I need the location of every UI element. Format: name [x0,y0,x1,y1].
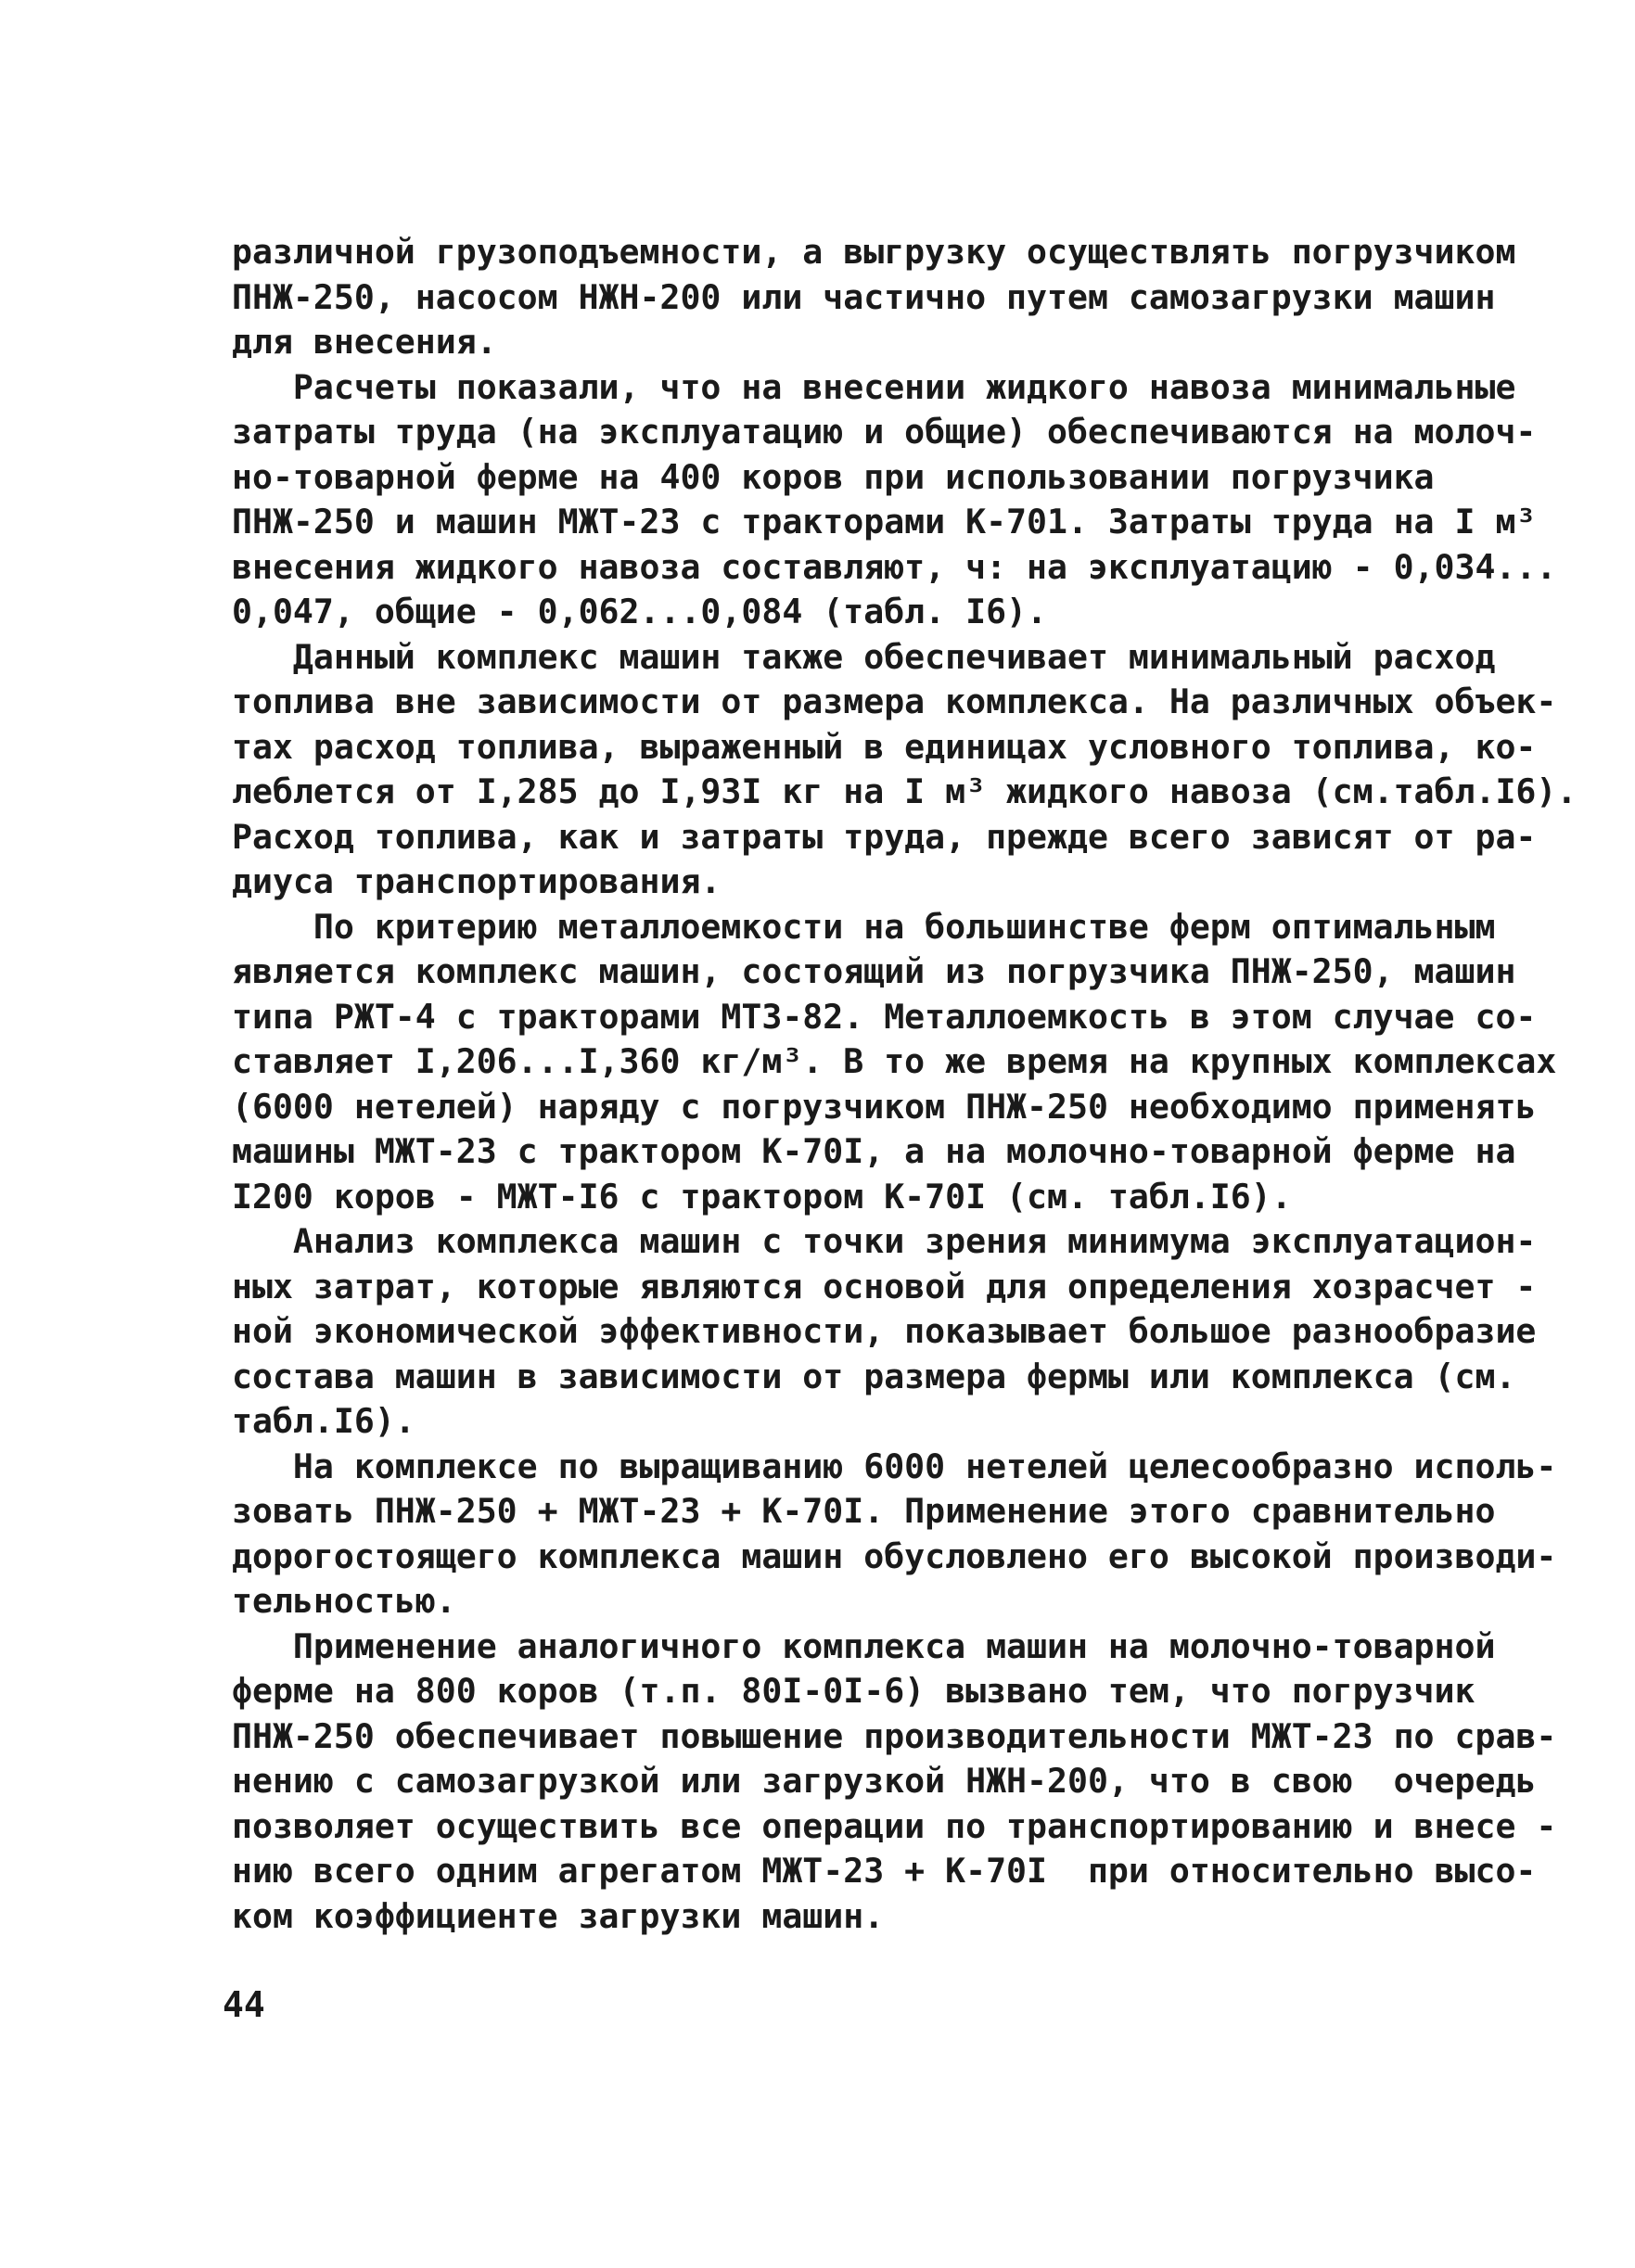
text-line: ПНЖ-250 обеспечивает повышение производительности МЖТ-23 по срав- [232,1715,1557,1756]
text-line: топлива вне зависимости от размера комплекса. На различных объек- [232,682,1557,721]
text-line: ПНЖ-250, насосом НЖН-200 или частично путем самозагрузки машин [232,276,1496,317]
text-line: но-товарной ферме на 400 коров при использовании погрузчика [232,456,1435,497]
text-line: дорогостоящего комплекса машин обусловлено его высокой производи- [232,1535,1557,1576]
text-line: ставляет I,206...I,360 кг/м³. В то же время на крупных комплексах [232,1041,1557,1081]
text-line: Расчеты показали, что на внесении жидкого навоза минимальные [232,366,1516,407]
text-line: Данный комплекс машин также обеспечивает минимальный расход [232,636,1496,677]
text-line: затраты труда (на эксплуатацию и общие) обеспечиваются на молоч- [232,412,1537,452]
text-line: внесения жидкого навоза составляют, ч: на эксплуатацию - 0,034... [232,546,1557,587]
text-line: Расход топлива, как и затраты труда, прежде всего зависят от ра- [232,816,1537,857]
text-line: I200 коров - МЖТ-I6 с трактором К-70I (см. табл.I6). [232,1176,1292,1217]
text-line: ПНЖ-250 и машин МЖТ-23 с тракторами К-701. Затраты труда на I м³ [232,502,1537,542]
text-line: машины МЖТ-23 с трактором К-70I, а на молочно-товарной ферме на [232,1131,1516,1171]
text-line: табл.I6). [232,1401,415,1441]
text-line: тельностью. [232,1581,456,1621]
text-line: леблется от I,285 до I,93I кг на I м³ жидкого навоза (см.табл.I6). [232,771,1578,811]
text-line: тах расход топлива, выраженный в единицах условного топлива, ко- [232,726,1537,767]
text-line: ферме на 800 коров (т.п. 80I-0I-6) вызвано тем, что погрузчик [232,1671,1475,1711]
text-line: типа РЖТ-4 с тракторами МТЗ-82. Металлоемкость в этом случае со- [232,996,1537,1037]
text-line: 0,047, общие - 0,062...0,084 (табл. I6). [232,592,1047,631]
text-line: позволяет осуществить все операции по транспортированию и внесе - [232,1805,1557,1846]
text-line: ных затрат, которые являются основой для определения хозрасчет - [232,1266,1537,1306]
text-line: является комплекс машин, состоящий из погрузчика ПНЖ-250, машин [232,951,1516,991]
text-line: Применение аналогичного комплекса машин на молочно-товарной [232,1625,1496,1666]
text-line: нию всего одним агрегатом МЖТ-23 + К-70I при относительно высо- [232,1851,1537,1891]
text-line: Анализ комплекса машин с точки зрения минимума эксплуатацион- [232,1221,1537,1261]
text-line: ной экономической эффективности, показывает большое разнообразие [232,1311,1537,1351]
text-line: состава машин в зависимости от размера фермы или комплекса (см. [232,1356,1516,1396]
text-line: различной грузоподъемности, а выгрузку осуществлять погрузчиком [232,232,1516,272]
text-line: зовать ПНЖ-250 + МЖТ-23 + К-70I. Применение этого сравнительно [232,1491,1496,1531]
text-line: (6000 нетелей) наряду с погрузчиком ПНЖ-250 необходимо применять [232,1086,1537,1127]
text-line: для внесения. [232,322,497,362]
text-line: диуса транспортирования. [232,861,722,901]
page-number: 44 [223,1984,265,2025]
text-line: По критерию металлоемкости на большинстве ферм оптимальным [232,906,1496,947]
body-text [232,230,1578,1939]
text-line: На комплексе по выращиванию 6000 нетелей целесообразно исполь- [232,1446,1557,1486]
text-line: нению с самозагрузкой или загрузкой НЖН-200, что в свою очередь [232,1761,1537,1801]
text-line: ком коэффициенте загрузки машин. [232,1895,885,1936]
